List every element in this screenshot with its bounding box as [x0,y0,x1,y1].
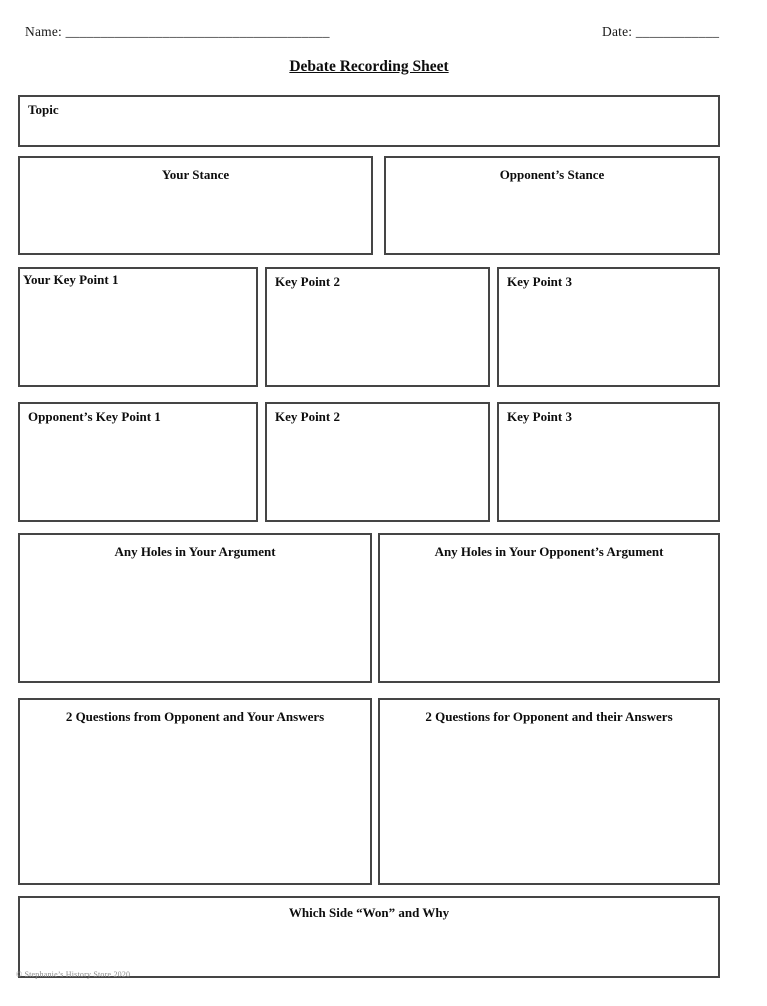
opponent-key-point-1-box [18,402,258,522]
name-blank-line: ______________________________________ [65,24,330,39]
name-label: Name: [25,24,62,39]
topic-box [18,95,720,147]
holes-opponent-argument-label: Any Holes in Your Opponent’s Argument [434,544,664,559]
opponent-key-point-2-box [265,402,490,522]
date-label: Date: [602,24,633,39]
opponent-key-point-3-box [497,402,720,522]
opponent-key-point-1-label: Opponent’s Key Point 1 [28,409,161,424]
copyright-text: © Stephanie’s History Store 2020 [16,970,131,979]
which-side-won-box [18,896,720,978]
opponent-stance-label: Opponent’s Stance [499,167,605,182]
date-field [602,24,719,40]
questions-for-opponent-label: 2 Questions for Opponent and their Answers [425,709,673,724]
opponent-stance-box [384,156,720,255]
holes-your-argument-box [18,533,372,683]
opponent-key-point-3-label: Key Point 3 [507,409,572,424]
questions-from-opponent-box [18,698,372,885]
your-key-point-2-box [265,267,490,387]
date-blank-line: ____________ [635,24,720,39]
your-key-point-1-box [18,267,258,387]
holes-opponent-argument-box [378,533,720,683]
page-title: Debate Recording Sheet [289,58,449,75]
which-side-won-label: Which Side “Won” and Why [288,905,450,920]
holes-your-argument-label: Any Holes in Your Argument [114,544,276,559]
questions-for-opponent-box [378,698,720,885]
your-key-point-3-box [497,267,720,387]
opponent-key-point-2-label: Key Point 2 [275,409,340,424]
your-key-point-2-label: Key Point 2 [275,274,340,289]
your-stance-box [18,156,373,255]
questions-from-opponent-label: 2 Questions from Opponent and Your Answers [65,709,325,724]
your-key-point-3-label: Key Point 3 [507,274,572,289]
your-stance-label: Your Stance [161,167,230,182]
name-field [25,24,330,40]
your-key-point-1-label: Your Key Point 1 [23,272,119,287]
topic-box-label: Topic [28,102,59,117]
